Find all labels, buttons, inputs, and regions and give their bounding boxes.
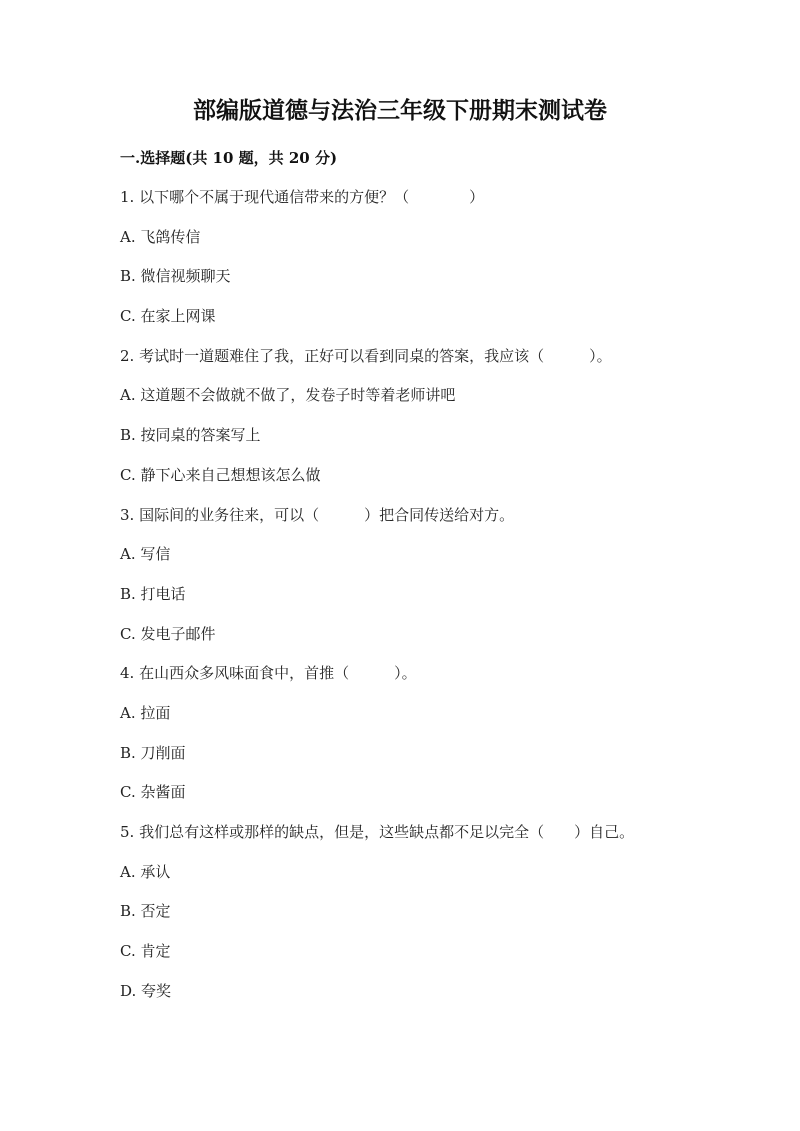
option-3c: C. 发电子邮件 — [120, 624, 216, 643]
option-4b: B. 刀削面 — [120, 743, 186, 762]
page-title: 部编版道德与法治三年级下册期末测试卷 — [193, 97, 607, 124]
section-heading: 一.选择题(共 10 题，共 20 分) — [120, 149, 338, 167]
question-list — [120, 184, 760, 1017]
option-3a: A. 写信 — [120, 545, 171, 564]
option-5a: A. 承认 — [120, 862, 171, 881]
option-3b: B. 打电话 — [120, 584, 186, 603]
question-stem-3: 3. 国际间的业务往来，可以（ ）把合同传送给对方。 — [120, 505, 515, 524]
option-2a: A. 这道题不会做就不做了，发卷子时等着老师讲吧 — [120, 386, 456, 405]
option-4c: C. 杂酱面 — [120, 783, 186, 802]
option-5b: B. 否定 — [120, 902, 171, 921]
question-stem-1: 1. 以下哪个不属于现代通信带来的方便？（ ） — [120, 188, 485, 206]
option-4a: A. 拉面 — [120, 703, 171, 722]
question-stem-4: 4. 在山西众多风味面食中，首推（ ）。 — [120, 664, 417, 683]
option-2c: C. 静下心来自己想想该怎么做 — [120, 465, 321, 484]
question-stem-2: 2. 考试时一道题难住了我，正好可以看到同桌的答案，我应该（ ）。 — [120, 346, 612, 365]
option-2b: B. 按同桌的答案写上 — [120, 426, 261, 445]
question-stem-5: 5. 我们总有这样或那样的缺点，但是，这些缺点都不足以完全（ ）自己。 — [120, 823, 635, 841]
option-5d: D. 夸奖 — [120, 981, 172, 1000]
option-1a: A. 飞鸽传信 — [120, 227, 201, 246]
option-5c: C. 肯定 — [120, 942, 171, 961]
option-1b: B. 微信视频聊天 — [120, 267, 231, 286]
option-1c: C. 在家上网课 — [120, 307, 216, 326]
